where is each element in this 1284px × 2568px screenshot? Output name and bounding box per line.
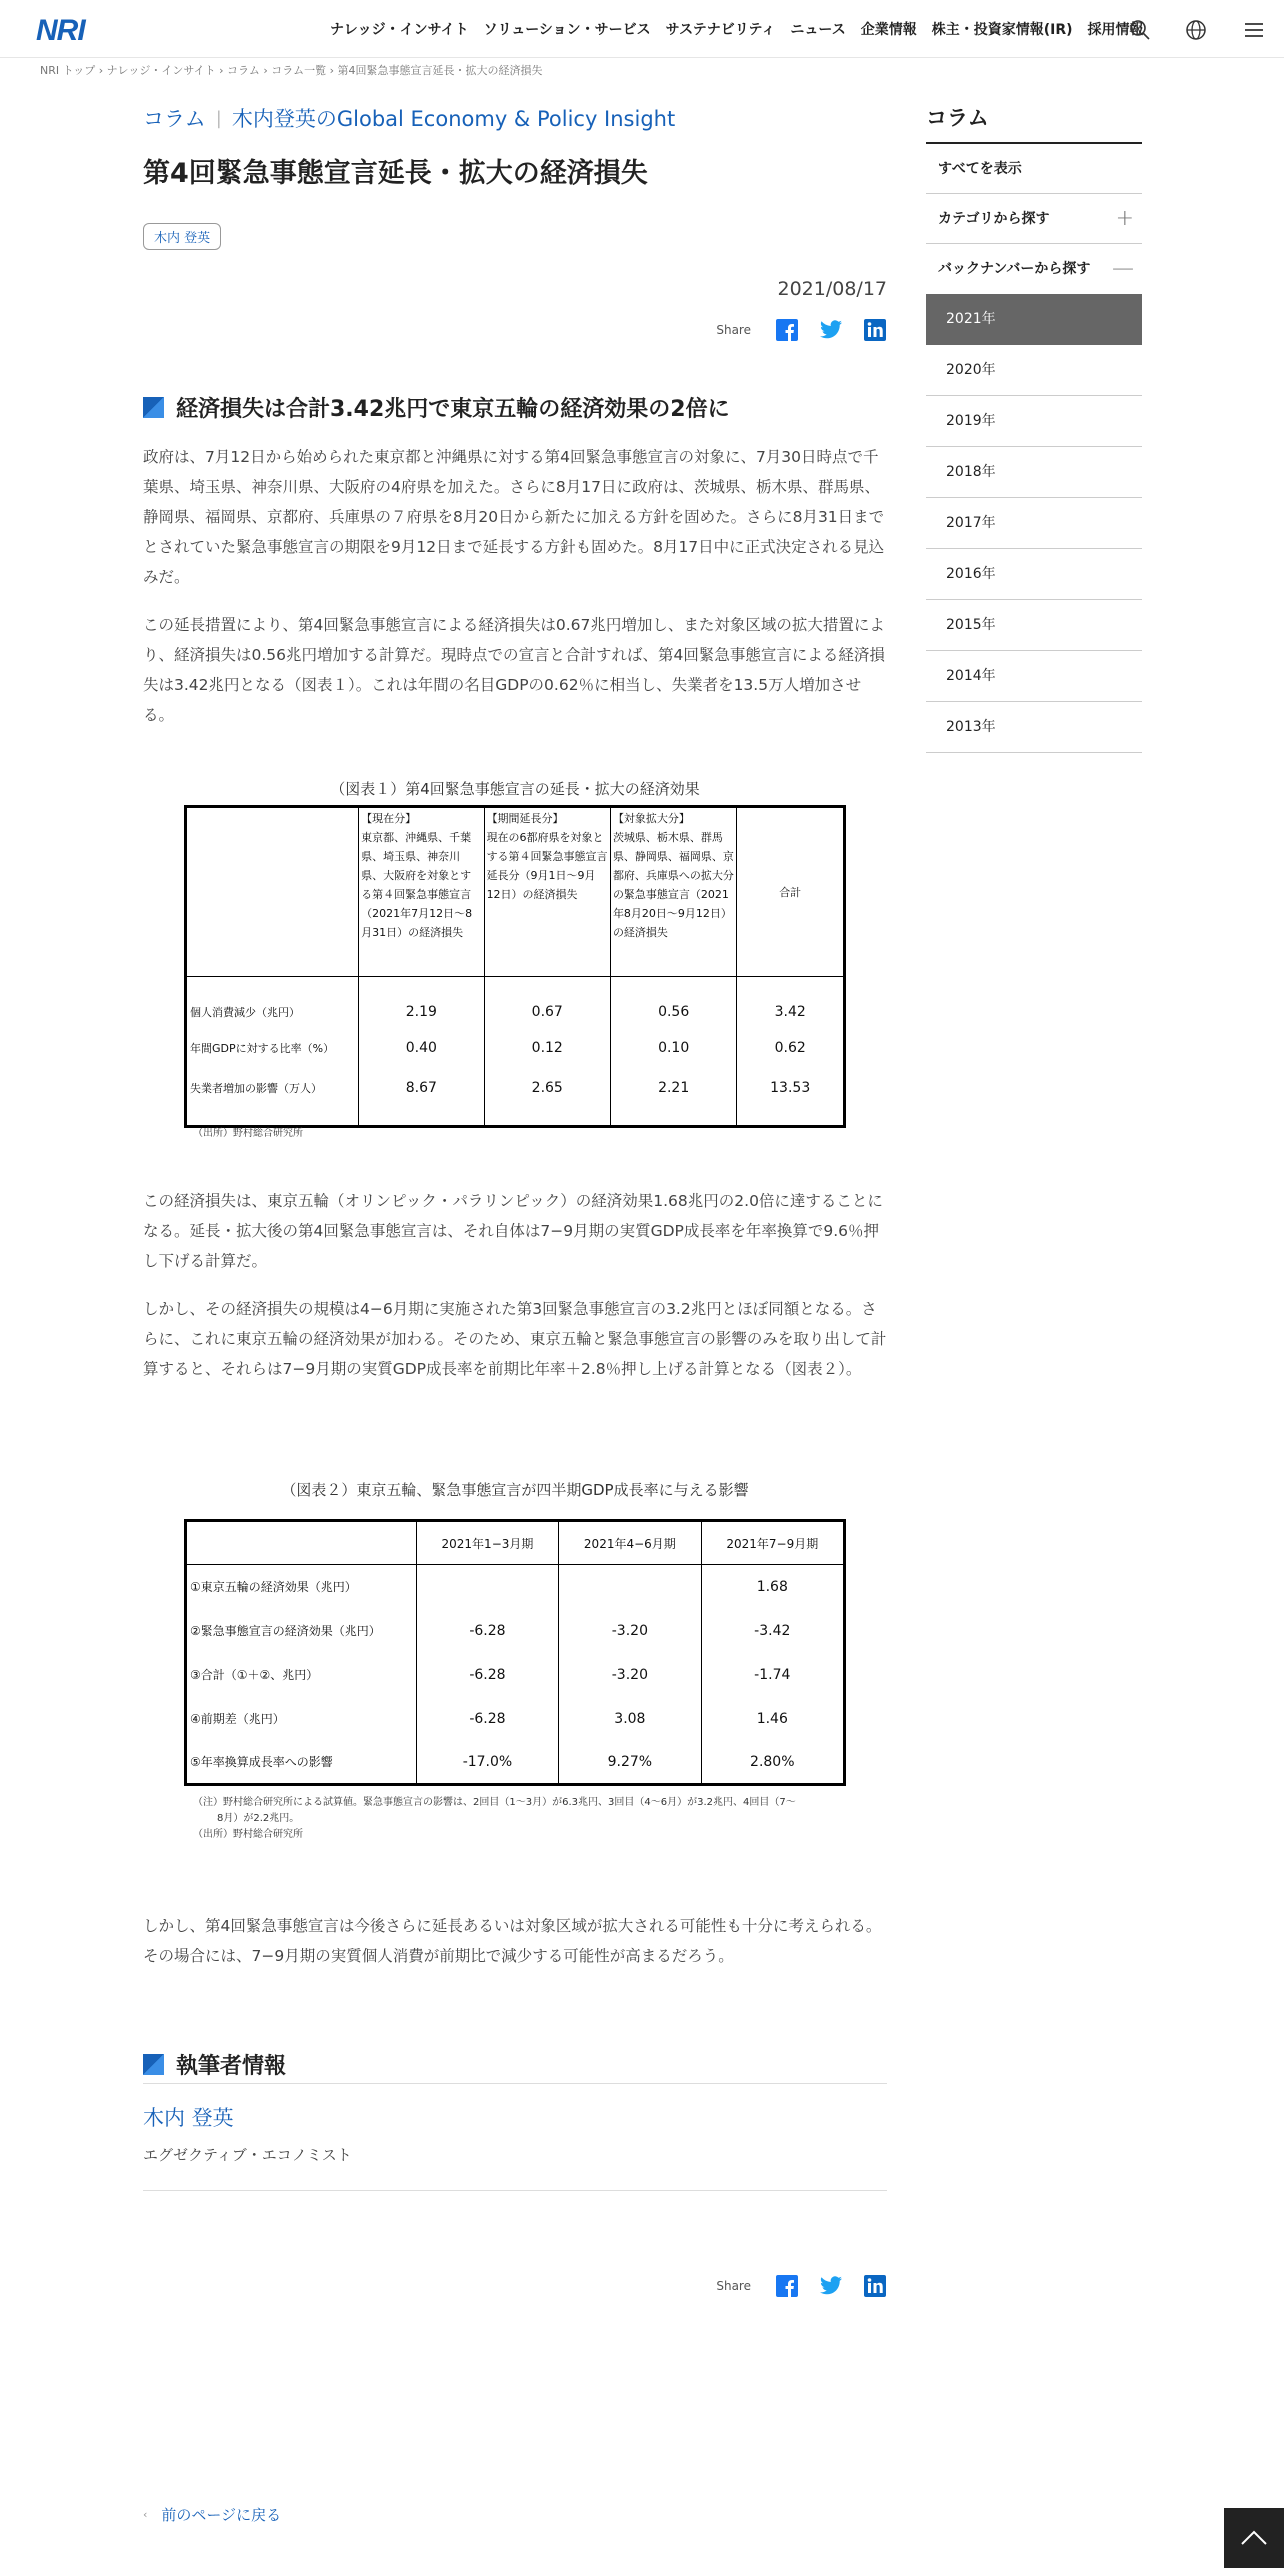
table-cell: -3.20 — [559, 1609, 701, 1653]
figure-2-table — [184, 1519, 846, 1786]
row-label: ⑤年率換算成長率への影響 — [186, 1741, 417, 1785]
fig1-col-total: 合計 — [737, 807, 845, 977]
table-row — [186, 1067, 845, 1127]
section-heading-text: 経済損失は合計3.42兆円で東京五輪の経済効果の2倍に — [176, 397, 730, 422]
row-label: ④前期差（兆円） — [186, 1697, 417, 1741]
publish-date: 2021/08/17 — [777, 278, 887, 300]
table-corner — [186, 1521, 417, 1565]
divider: | — [215, 107, 222, 129]
author-name[interactable]: 木内 登英 — [143, 2106, 234, 2130]
table-cell — [416, 1565, 558, 1609]
share-label: Share — [716, 323, 751, 337]
table-corner — [186, 807, 359, 977]
chevron-up-icon — [1224, 2508, 1284, 2568]
twitter-icon[interactable] — [819, 2274, 843, 2298]
globe-icon[interactable] — [1184, 18, 1208, 42]
figure-2-note-line1: （注）野村総合研究所による試算値。緊急事態宣言の影響は、2回目（1～3月）が6.3兆円、3回目（4～6月）が3.2兆円、4回目（7～ — [193, 1797, 796, 1808]
category-link[interactable]: コラム — [143, 107, 206, 131]
table-cell: 0.10 — [610, 1029, 736, 1067]
nav-item-knowledge[interactable]: ナレッジ・インサイト — [330, 22, 469, 38]
table-cell: -6.28 — [416, 1653, 558, 1697]
fig1-col-current: 【現在分】 東京都、沖縄県、千葉県、埼玉県、神奈川県、大阪府を対象とする第４回緊急事態宣言（2021年7月12日～8月31日）の経済損失 — [359, 807, 484, 977]
section-heading-author — [143, 2049, 286, 2080]
paragraph-5: しかし、第4回緊急事態宣言は今後さらに延長あるいは対象区域が拡大される可能性も十分に考えられる。その場合には、7−9月期の実質個人消費が前期比で減少する可能性が高まるだろう。 — [143, 1917, 882, 1965]
figure-2-title: （図表２）東京五輪、緊急事態宣言が四半期GDP成長率に与える影響 — [281, 1481, 749, 1499]
table-cell: 0.12 — [484, 1029, 610, 1067]
divider — [143, 2083, 887, 2084]
sidebar-year-2014[interactable]: 2014年 — [926, 651, 1142, 702]
share-bar-bottom — [716, 2274, 887, 2298]
table-cell: -3.42 — [701, 1609, 844, 1653]
global-nav — [330, 19, 1159, 39]
table-cell: 1.46 — [701, 1697, 844, 1741]
nav-item-ir[interactable]: 株主・投資家情報(IR) — [931, 22, 1073, 38]
section-heading-loss — [143, 392, 730, 423]
table-cell: 0.67 — [484, 977, 610, 1029]
table-cell: 2.19 — [359, 977, 484, 1029]
page-title: 第4回緊急事態宣言延長・拡大の経済損失 — [143, 158, 648, 189]
table-row — [186, 1029, 845, 1067]
sidebar-title: コラム — [926, 106, 989, 130]
sidebar-item-category[interactable] — [926, 194, 1142, 244]
nri-logo[interactable]: NRI — [36, 14, 85, 47]
fig2-col-q1: 2021年1−3月期 — [416, 1521, 558, 1565]
heading-marker-icon — [143, 2054, 164, 2075]
sidebar-year-2017[interactable]: 2017年 — [926, 498, 1142, 549]
figure-1-table — [184, 805, 846, 1128]
fig2-col-q2: 2021年4−6月期 — [559, 1521, 701, 1565]
table-cell: 0.40 — [359, 1029, 484, 1067]
article — [143, 102, 887, 2293]
row-label: 個人消費減少（兆円） — [186, 977, 359, 1029]
section-heading-text: 執筆者情報 — [176, 2054, 287, 2079]
table-cell: -1.74 — [701, 1653, 844, 1697]
sidebar-item-label: カテゴリから探す — [938, 211, 1050, 227]
table-cell: 2.65 — [484, 1067, 610, 1127]
back-to-top-button[interactable] — [1224, 2508, 1284, 2568]
sidebar-year-2013[interactable]: 2013年 — [926, 702, 1142, 753]
sidebar-item-backnumber[interactable] — [926, 244, 1142, 294]
paragraph-2: この延長措置により、第4回緊急事態宣言による経済損失は0.67兆円増加し、また対象区域の拡大措置により、経済損失は0.56兆円増加する計算だ。現時点での宣言と合計すれば、第4回緊急事態宣言による経済損失は3.42兆円となる（図表１）。これは年間の名目GDPの0.62％に相当し、失業者を13.5万人増加させる。 — [143, 616, 885, 724]
sidebar-year-2021[interactable]: 2021年 — [926, 294, 1142, 345]
sidebar — [926, 102, 1142, 753]
author-tag[interactable]: 木内 登英 — [143, 223, 221, 250]
row-label: ②緊急事態宣言の経済効果（兆円） — [186, 1609, 417, 1653]
sidebar-year-2015[interactable]: 2015年 — [926, 600, 1142, 651]
sidebar-year-2020[interactable]: 2020年 — [926, 345, 1142, 396]
share-bar-top — [716, 318, 887, 342]
table-cell: 2.21 — [610, 1067, 736, 1127]
facebook-icon[interactable] — [775, 318, 799, 342]
figure-1-source: （出所）野村総合研究所 — [193, 1128, 303, 1139]
table-cell: 3.42 — [737, 977, 845, 1029]
row-label: 失業者増加の影響（万人） — [186, 1067, 359, 1127]
chevron-left-icon: ‹ — [143, 2508, 148, 2521]
search-icon[interactable] — [1128, 18, 1152, 42]
figure-2-source: （出所）野村総合研究所 — [193, 1829, 303, 1840]
linkedin-icon[interactable] — [863, 318, 887, 342]
paragraph-3: この経済損失は、東京五輪（オリンピック・パラリンピック）の経済効果1.68兆円の2.0倍に達することになる。延長・拡大後の第4回緊急事態宣言は、それ自体は7−9月期の実質GDP成長率を年率換算で9.6％押し下げる計算だ。 — [143, 1192, 883, 1270]
back-link-label: 前のページに戻る — [161, 2506, 282, 2524]
figure-2-note-line2: 8月）が2.2兆円。 — [217, 1813, 300, 1824]
nav-item-solutions[interactable]: ソリューション・サービス — [483, 22, 651, 38]
table-cell: 13.53 — [737, 1067, 845, 1127]
plus-icon[interactable]: + — [1115, 206, 1134, 231]
paragraph-1: 政府は、7月12日から始められた東京都と沖縄県に対する第4回緊急事態宣言の対象に、7月30日時点で千葉県、埼玉県、神奈川県、大阪府の4府県を加えた。さらに8月17日に政府は、茨城県、栃木県、群馬県、静岡県、福岡県、京都府、兵庫県の７府県を8月20日から新たに加える方針を固めた。さらに8月31日までとされていた緊急事態宣言の期限を9月12日まで延長する方針も固めた。8月17日中に正式決定される見込みだ。 — [143, 448, 885, 586]
twitter-icon[interactable] — [819, 318, 843, 342]
row-label: ①東京五輪の経済効果（兆円） — [186, 1565, 417, 1609]
back-link[interactable] — [143, 2504, 281, 2525]
table-row — [186, 977, 845, 1029]
menu-icon[interactable] — [1242, 18, 1266, 42]
table-cell: -6.28 — [416, 1697, 558, 1741]
table-cell: 2.80% — [701, 1741, 844, 1785]
breadcrumb[interactable]: NRI トップ › ナレッジ・インサイト › コラム › コラム一覧 › 第4回緊急事態宣言延長・拡大の経済損失 — [40, 64, 543, 77]
share-label: Share — [716, 2279, 751, 2293]
table-row — [186, 1565, 845, 1609]
fig2-col-q3: 2021年7−9月期 — [701, 1521, 844, 1565]
table-cell: 1.68 — [701, 1565, 844, 1609]
row-label: ③合計（①＋②、兆円） — [186, 1653, 417, 1697]
sidebar-item-label: バックナンバーから探す — [938, 261, 1091, 277]
table-cell: -17.0% — [416, 1741, 558, 1785]
table-cell: 0.62 — [737, 1029, 845, 1067]
sidebar-year-2018[interactable]: 2018年 — [926, 447, 1142, 498]
table-cell: 0.56 — [610, 977, 736, 1029]
paragraph-4: しかし、その経済損失の規模は4−6月期に実施された第3回緊急事態宣言の3.2兆円とほぼ同額となる。さらに、これに東京五輪の経済効果が加わる。そのため、東京五輪と緊急事態宣言の影響のみを取り出して計算すると、それらは7−9月期の実質GDP成長率を前期比年率＋2.8％押し上げる計算となる（図表２）。 — [143, 1300, 887, 1378]
sidebar-year-2019[interactable]: 2019年 — [926, 396, 1142, 447]
table-cell: 9.27% — [559, 1741, 701, 1785]
heading-marker-icon — [143, 397, 164, 418]
table-row — [186, 1653, 845, 1697]
sidebar-section — [926, 142, 1142, 753]
fig1-col-extension: 【期間延長分】 現在の6都府県を対象とする第４回緊急事態宣言延長分（9月1日～9月12日）の経済損失 — [484, 807, 610, 977]
table-row — [186, 1609, 845, 1653]
table-cell: 3.08 — [559, 1697, 701, 1741]
category-line — [143, 102, 887, 134]
table-cell: -6.28 — [416, 1609, 558, 1653]
row-label: 年間GDPに対する比率（%） — [186, 1029, 359, 1067]
figure-1-title: （図表１）第4回緊急事態宣言の延長・拡大の経済効果 — [330, 780, 700, 798]
table-row — [186, 1741, 845, 1785]
site-header — [0, 0, 1284, 58]
fig1-col-expansion: 【対象拡大分】 茨城県、栃木県、群馬県、静岡県、福岡県、京都府、兵庫県への拡大分の緊急事態宣言（2021年8月20日～9月12日）の経済損失 — [610, 807, 736, 977]
divider — [143, 2190, 887, 2191]
facebook-icon[interactable] — [775, 2274, 799, 2298]
table-cell — [559, 1565, 701, 1609]
minus-icon[interactable]: — — [1112, 256, 1134, 281]
table-cell: 8.67 — [359, 1067, 484, 1127]
nav-item-recruit[interactable]: 採用情報 — [1087, 22, 1144, 38]
nav-item-company[interactable]: 企業情報 — [860, 22, 917, 38]
table-cell: -3.20 — [559, 1653, 701, 1697]
nav-item-news[interactable]: ニュース — [790, 22, 846, 38]
figure-2-note — [193, 1795, 853, 1843]
sidebar-year-2016[interactable]: 2016年 — [926, 549, 1142, 600]
linkedin-icon[interactable] — [863, 2274, 887, 2298]
table-row — [186, 1697, 845, 1741]
series-link[interactable]: 木内登英のGlobal Economy & Policy Insight — [231, 107, 676, 131]
author-role: エグゼクティブ・エコノミスト — [143, 2146, 352, 2164]
nav-item-sustainability[interactable]: サステナビリティ — [665, 22, 776, 38]
sidebar-item-all[interactable]: すべてを表示 — [926, 144, 1142, 194]
